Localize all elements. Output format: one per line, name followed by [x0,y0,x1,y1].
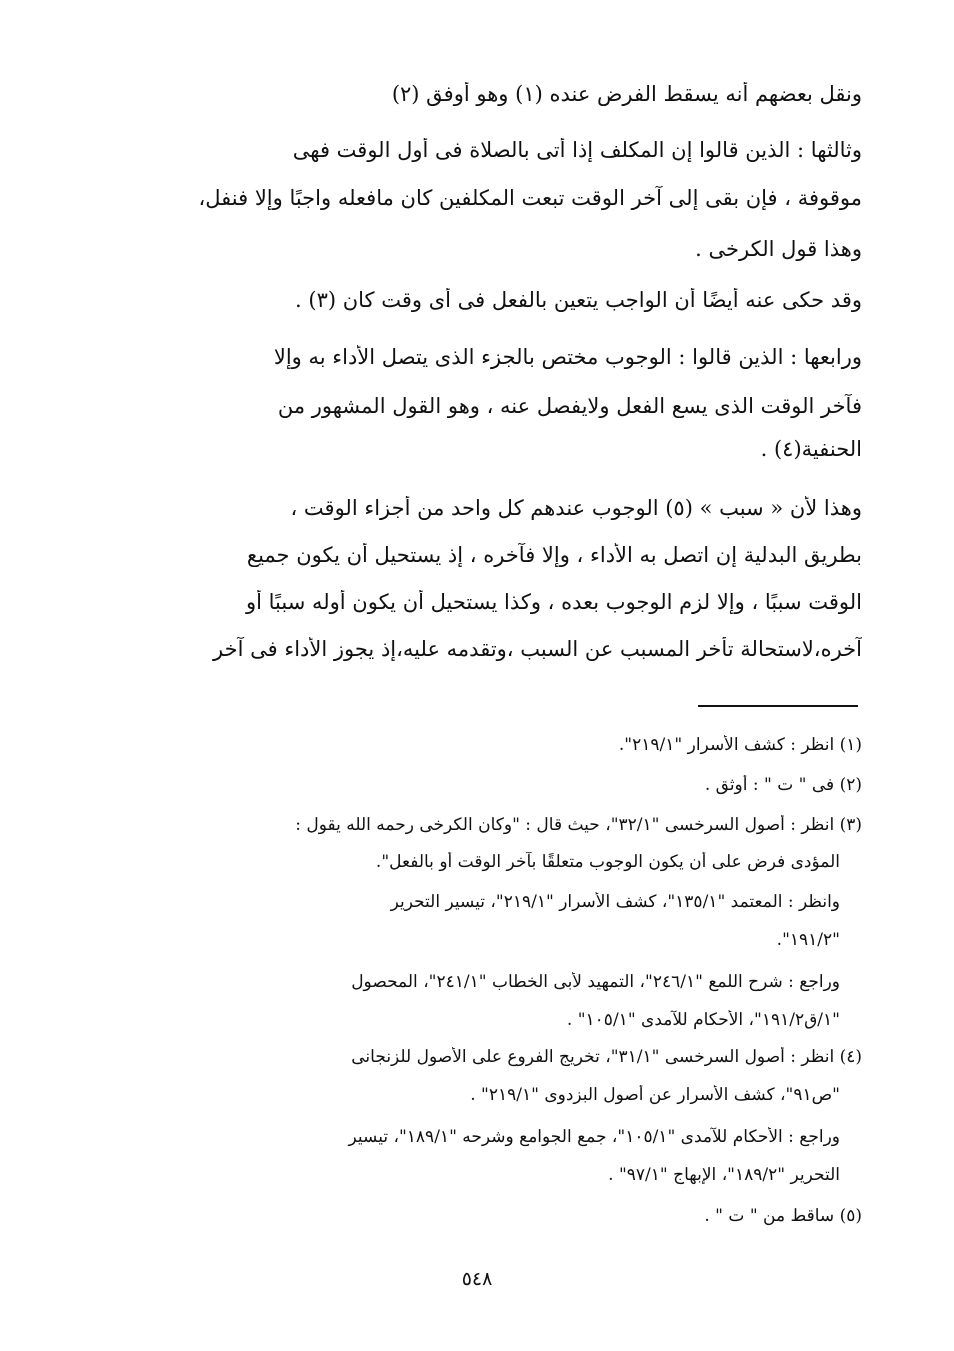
footnote-line-2: (٢) فى " ت " : أوثق . [704,775,862,795]
footnote-line-10: "ص٩١"، كشف الأسرار عن أصول البزدوى "٢١٩/١" . [470,1085,840,1105]
main-line-9: وهذا لأن « سبب » (٥) الوجوب عندهم كل واحد من أجزاء الوقت ، [290,496,862,520]
footnote-line-1: (١) انظر : كشف الأسرار "٢١٩/١". [618,735,862,755]
footnote-line-6: "١٩١/٢". [776,930,840,950]
page-number: ٥٤٨ [461,1268,493,1290]
main-line-3: موقوفة ، فإن بقى إلى آخر الوقت تبعت المكلفين كان مافعله واجبًا وإلا فنفل، [198,186,862,210]
footnote-divider [698,705,858,707]
footnote-line-5: وانظر : المعتمد "١٣٥/١"، كشف الأسرار "٢١٩/١"، تيسير التحرير [390,892,840,912]
footnote-line-11: وراجع : الأحكام للآمدى "١٠٥/١"، جمع الجوامع وشرحه "١٨٩/١"، تيسير [348,1127,840,1147]
main-line-5: وقد حكى عنه أيضًا أن الواجب يتعين بالفعل فى أى وقت كان (٣) . [295,288,862,312]
main-line-10: بطريق البدلية إن اتصل به الأداء ، وإلا فآخره ، إذ يستحيل أن يكون جميع [246,543,862,567]
footnote-line-8: "١/ق١٩١/٢"، الأحكام للآمدى "١٠٥/١" . [566,1010,840,1030]
main-line-8: الحنفية(٤) . [760,437,862,461]
footnote-line-3: (٣) انظر : أصول السرخسى "٣٢/١"، حيث قال : "وكان الكرخى رحمه الله يقول : [295,815,862,835]
footnote-line-7: وراجع : شرح اللمع "٢٤٦/١"، التمهيد لأبى الخطاب "٢٤١/١"، المحصول [351,972,840,992]
main-line-2: وثالثها : الذين قالوا إن المكلف إذا أتى بالصلاة فى أول الوقت فهى [292,138,862,162]
main-line-6: ورابعها : الذين قالوا : الوجوب مختص بالجزء الذى يتصل الأداء به وإلا [273,345,862,369]
footnote-line-13: (٥) ساقط من " ت " . [704,1206,862,1226]
footnote-line-4: المؤدى فرض على أن يكون الوجوب متعلقًا بآخر الوقت أو بالفعل". [375,852,840,872]
main-line-1: ونقل بعضهم أنه يسقط الفرض عنده (١) وهو أوفق (٢) [391,82,862,106]
main-line-4: وهذا قول الكرخى . [695,237,862,261]
main-line-12: آخره،لاستحالة تأخر المسبب عن السبب ،وتقدمه عليه،إذ يجوز الأداء فى آخر [213,637,862,661]
footnote-line-9: (٤) انظر : أصول السرخسى "٣١/١"، تخريج الفروع على الأصول للزنجانى [351,1047,862,1067]
main-line-7: فآخر الوقت الذى يسع الفعل ولايفصل عنه ، وهو القول المشهور من [277,394,862,418]
footnote-line-12: التحرير "١٨٩/٢"، الإبهاج "٩٧/١" . [608,1165,840,1185]
main-line-11: الوقت سببًا ، وإلا لزم الوجوب بعده ، وكذا يستحيل أن يكون أوله سببًا أو [246,590,862,614]
